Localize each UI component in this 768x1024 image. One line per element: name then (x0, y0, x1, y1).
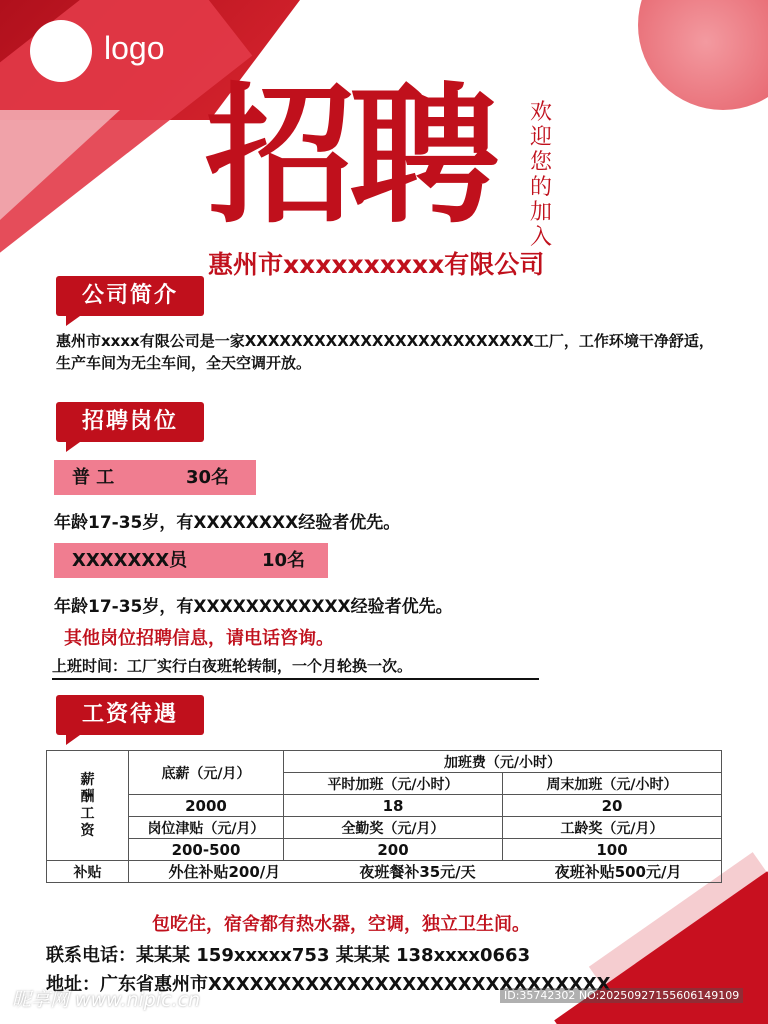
subsidy-label: 补贴 (47, 861, 129, 883)
salary-table (46, 750, 722, 883)
section-tag-salary: 工资待遇 (56, 695, 204, 735)
seniority-bonus-value: 100 (503, 839, 722, 861)
work-schedule: 上班时间：工厂实行白夜班轮转制，一个月轮换一次。 (52, 655, 539, 680)
attendance-bonus-value: 200 (284, 839, 503, 861)
job-bar-1 (54, 460, 256, 495)
other-jobs-note: 其他岗位招聘信息，请电话咨询。 (64, 628, 334, 649)
subsidy-item: 夜班补贴500元/月 (554, 863, 682, 881)
overtime-header: 加班费（元/小时） (284, 751, 722, 773)
poster-title: 招聘 (205, 70, 494, 244)
logo-text: logo (104, 30, 165, 66)
job-title: XXXXXXX员 (72, 550, 188, 571)
welcome-text: 欢迎您的加入 (530, 100, 553, 250)
watermark-id: ID:35742302 NO:20250927155606149109 (500, 988, 743, 1003)
benefits-note: 包吃住，宿舍都有热水器，空调，独立卫生间。 (152, 914, 530, 935)
base-salary-header: 底薪（元/月） (129, 751, 284, 795)
intro-text: 惠州市xxxx有限公司是一家XXXXXXXXXXXXXXXXXXXXXXXXX工厂，工作环境干净舒适，生产车间为无尘车间，全天空调开放。 (56, 332, 714, 372)
logo-circle-icon (30, 20, 92, 82)
contact-phone: 联系电话：某某某 159xxxxx753 某某某 138xxxx0663 (46, 945, 531, 966)
post-allowance-header: 岗位津贴（元/月） (129, 817, 284, 839)
job-bar-2 (54, 543, 328, 578)
seniority-bonus-header: 工龄奖（元/月） (503, 817, 722, 839)
weekday-overtime-header: 平时加班（元/小时） (284, 773, 503, 795)
subsidy-item: 外住补贴200/月 (168, 863, 281, 881)
weekend-overtime-header: 周末加班（元/小时） (503, 773, 722, 795)
section-tag-intro: 公司简介 (56, 276, 204, 316)
address: 地址：广东省惠州市XXXXXXXXXXXXXXXXXXXXXXXXXXXXX (46, 974, 611, 995)
job-count: 30名 (186, 467, 230, 488)
section-tag-jobs: 招聘岗位 (56, 402, 204, 442)
attendance-bonus-header: 全勤奖（元/月） (284, 817, 503, 839)
weekend-overtime-value: 20 (503, 795, 722, 817)
base-salary-value: 2000 (129, 795, 284, 817)
salary-side-label: 薪酬工资 (47, 751, 129, 861)
job-count: 10名 (262, 550, 306, 571)
job-requirement-2: 年龄17-35岁，有XXXXXXXXXXXX经验者优先。 (54, 597, 453, 617)
corner-decoration-circle (638, 0, 768, 110)
weekday-overtime-value: 18 (284, 795, 503, 817)
job-requirement-1: 年龄17-35岁，有XXXXXXXX经验者优先。 (54, 513, 401, 533)
watermark-site: 昵享网 www.nipic.cn (12, 989, 201, 1011)
subsidy-item: 夜班餐补35元/天 (359, 863, 476, 881)
company-name: 惠州市xxxxxxxxxx有限公司 (208, 250, 545, 279)
subsidy-cell (129, 861, 722, 883)
job-title: 普 工 (72, 467, 115, 488)
post-allowance-value: 200-500 (129, 839, 284, 861)
